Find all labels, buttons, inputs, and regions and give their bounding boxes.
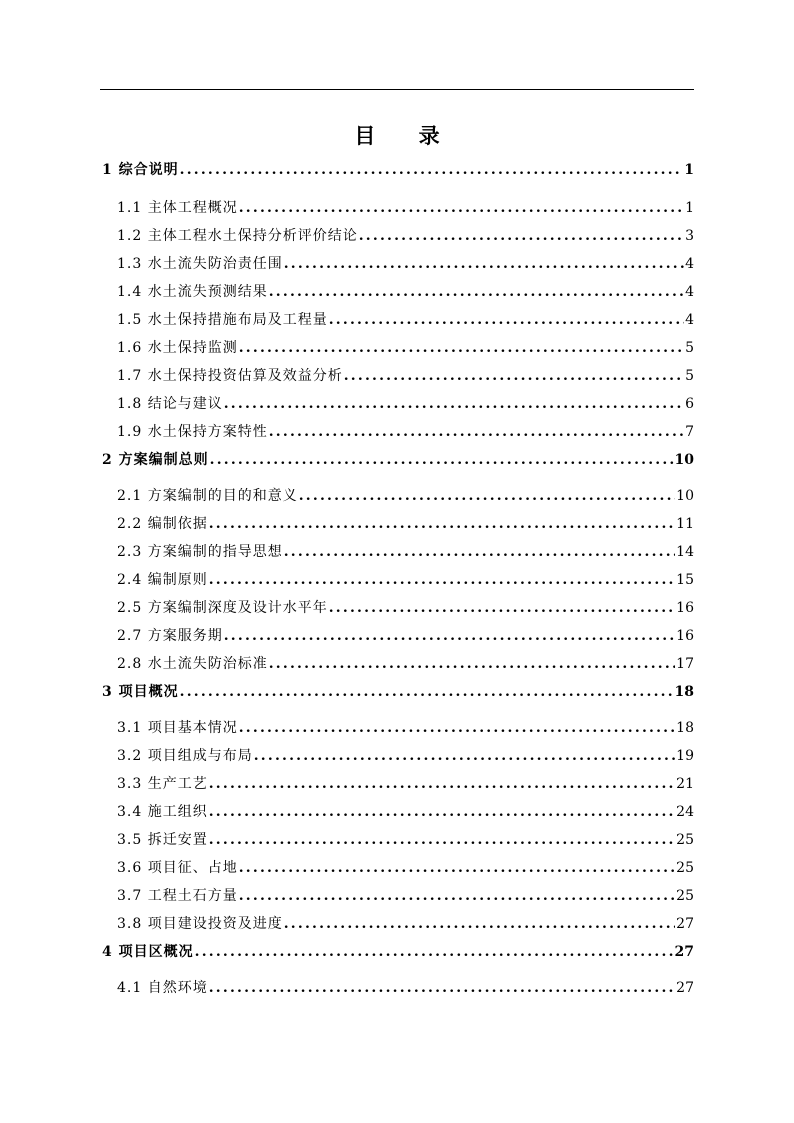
toc-chapter-entry[interactable] <box>102 160 694 180</box>
toc-dot-leader <box>329 310 684 330</box>
toc-page-number: 10 <box>674 452 694 468</box>
toc-page-number: 5 <box>685 340 694 356</box>
toc-entry-title: 3.1 项目基本情况 <box>117 720 238 736</box>
toc-dot-leader <box>254 746 675 766</box>
toc-entry-title: 2.3 方案编制的指导思想 <box>117 544 283 560</box>
toc-entry-title: 1.1 主体工程概况 <box>117 200 238 216</box>
toc-section-entry[interactable] <box>117 542 694 562</box>
toc-dot-leader <box>239 338 684 358</box>
toc-chapter-entry[interactable] <box>102 942 694 962</box>
toc-dot-leader <box>210 450 674 470</box>
toc-section-entry[interactable] <box>117 718 694 738</box>
toc-section-entry[interactable] <box>117 514 694 534</box>
toc-dot-leader <box>239 718 675 738</box>
toc-section-entry[interactable] <box>117 626 694 646</box>
toc-section-entry[interactable] <box>117 746 694 766</box>
toc-section-entry[interactable] <box>117 830 694 850</box>
toc-entry-title: 1.8 结论与建议 <box>117 396 223 412</box>
toc-page-number: 18 <box>676 720 694 736</box>
toc-entry-title: 2.7 方案服务期 <box>117 628 223 644</box>
toc-page-number: 4 <box>685 256 694 272</box>
toc-entry-title: 2.8 水土流失防治标准 <box>117 656 268 672</box>
toc-dot-leader <box>359 226 684 246</box>
toc-page-number: 4 <box>685 284 694 300</box>
toc-entry-title: 3.8 项目建设投资及进度 <box>117 916 283 932</box>
toc-dot-leader <box>329 598 675 618</box>
toc-section-entry[interactable] <box>117 774 694 794</box>
toc-page-number: 10 <box>676 488 694 504</box>
toc-section-entry[interactable] <box>117 254 694 274</box>
toc-entry-title: 1.7 水土保持投资估算及效益分析 <box>117 368 343 384</box>
toc-section-entry[interactable] <box>117 310 694 330</box>
toc-section-entry[interactable] <box>117 858 694 878</box>
toc-entry-title: 1.5 水土保持措施布局及工程量 <box>117 312 328 328</box>
toc-section-entry[interactable] <box>117 366 694 386</box>
toc-title: 目 录 <box>354 124 458 148</box>
toc-page-number: 3 <box>685 228 694 244</box>
toc-page-number: 7 <box>685 424 694 440</box>
toc-section-entry[interactable] <box>117 226 694 246</box>
toc-entry-title: 2 方案编制总则 <box>102 452 209 468</box>
toc-dot-leader <box>180 682 674 702</box>
toc-entry-title: 3.2 项目组成与布局 <box>117 748 253 764</box>
toc-dot-leader <box>209 570 675 590</box>
toc-chapter-entry[interactable] <box>102 450 694 470</box>
toc-dot-leader <box>284 914 675 934</box>
toc-entry-title: 3.5 拆迁安置 <box>117 832 208 848</box>
toc-chapter-entry[interactable] <box>102 682 694 702</box>
toc-page-number: 27 <box>676 980 694 996</box>
toc-page-number: 27 <box>674 944 694 960</box>
toc-section-entry[interactable] <box>117 198 694 218</box>
toc-entry-title: 3.3 生产工艺 <box>117 776 208 792</box>
toc-section-entry[interactable] <box>117 570 694 590</box>
toc-dot-leader <box>180 160 684 180</box>
toc-entry-title: 1.6 水土保持监测 <box>117 340 238 356</box>
toc-section-entry[interactable] <box>117 486 694 506</box>
toc-dot-leader <box>195 942 674 962</box>
toc-dot-leader <box>269 282 684 302</box>
toc-section-entry[interactable] <box>117 914 694 934</box>
toc-entry-title: 3 项目概况 <box>102 684 179 700</box>
toc-dot-leader <box>299 486 675 506</box>
toc-page-number: 4 <box>685 312 694 328</box>
toc-dot-leader <box>269 654 675 674</box>
toc-section-entry[interactable] <box>117 654 694 674</box>
toc-entry-title: 1.3 水土流失防治责任围 <box>117 256 283 272</box>
toc-entry-title: 1.2 主体工程水土保持分析评价结论 <box>117 228 358 244</box>
toc-entry-title: 2.1 方案编制的目的和意义 <box>117 488 298 504</box>
toc-page-number: 16 <box>676 628 694 644</box>
toc-entry-title: 4 项目区概况 <box>102 944 194 960</box>
toc-entry-title: 3.4 施工组织 <box>117 804 208 820</box>
toc-dot-leader <box>209 514 675 534</box>
toc-entry-title: 1.9 水土保持方案特性 <box>117 424 268 440</box>
toc-dot-leader <box>209 830 675 850</box>
toc-entry-title: 3.7 工程土石方量 <box>117 888 238 904</box>
toc-dot-leader <box>224 394 684 414</box>
toc-entry-title: 3.6 项目征、占地 <box>117 860 238 876</box>
toc-page-number: 25 <box>676 832 694 848</box>
toc-dot-leader <box>239 886 675 906</box>
toc-page-number: 14 <box>676 544 694 560</box>
toc-entry-title: 1.4 水土流失预测结果 <box>117 284 268 300</box>
toc-dot-leader <box>224 626 675 646</box>
toc-page-number: 15 <box>676 572 694 588</box>
toc-page-number: 1 <box>684 162 694 178</box>
toc-dot-leader <box>344 366 684 386</box>
toc-dot-leader <box>209 978 675 998</box>
toc-page-number: 18 <box>674 684 694 700</box>
toc-entry-title: 1 综合说明 <box>102 162 179 178</box>
toc-page-number: 27 <box>676 916 694 932</box>
toc-page-number: 24 <box>676 804 694 820</box>
header-rule <box>100 89 694 90</box>
toc-page-number: 19 <box>676 748 694 764</box>
toc-section-entry[interactable] <box>117 978 694 998</box>
toc-section-entry[interactable] <box>117 422 694 442</box>
toc-entry-title: 4.1 自然环境 <box>117 980 208 996</box>
toc-page-number: 5 <box>685 368 694 384</box>
toc-page-number: 17 <box>676 656 694 672</box>
toc-dot-leader <box>284 254 684 274</box>
toc-dot-leader <box>209 774 675 794</box>
toc-dot-leader <box>239 198 684 218</box>
toc-page-number: 1 <box>685 200 694 216</box>
toc-section-entry[interactable] <box>117 886 694 906</box>
toc-page-number: 25 <box>676 888 694 904</box>
toc-page-number: 21 <box>676 776 694 792</box>
toc-page-number: 25 <box>676 860 694 876</box>
toc-dot-leader <box>269 422 684 442</box>
toc-section-entry[interactable] <box>117 802 694 822</box>
toc-page-number: 16 <box>676 600 694 616</box>
toc-entry-title: 2.2 编制依据 <box>117 516 208 532</box>
toc-dot-leader <box>209 802 675 822</box>
toc-section-entry[interactable] <box>117 282 694 302</box>
toc-section-entry[interactable] <box>117 338 694 358</box>
toc-section-entry[interactable] <box>117 394 694 414</box>
toc-dot-leader <box>239 858 675 878</box>
toc-section-entry[interactable] <box>117 598 694 618</box>
toc-entry-title: 2.4 编制原则 <box>117 572 208 588</box>
toc-dot-leader <box>284 542 675 562</box>
toc-entry-title: 2.5 方案编制深度及设计水平年 <box>117 600 328 616</box>
toc-page-number: 11 <box>676 516 694 532</box>
toc-page-number: 6 <box>685 396 694 412</box>
